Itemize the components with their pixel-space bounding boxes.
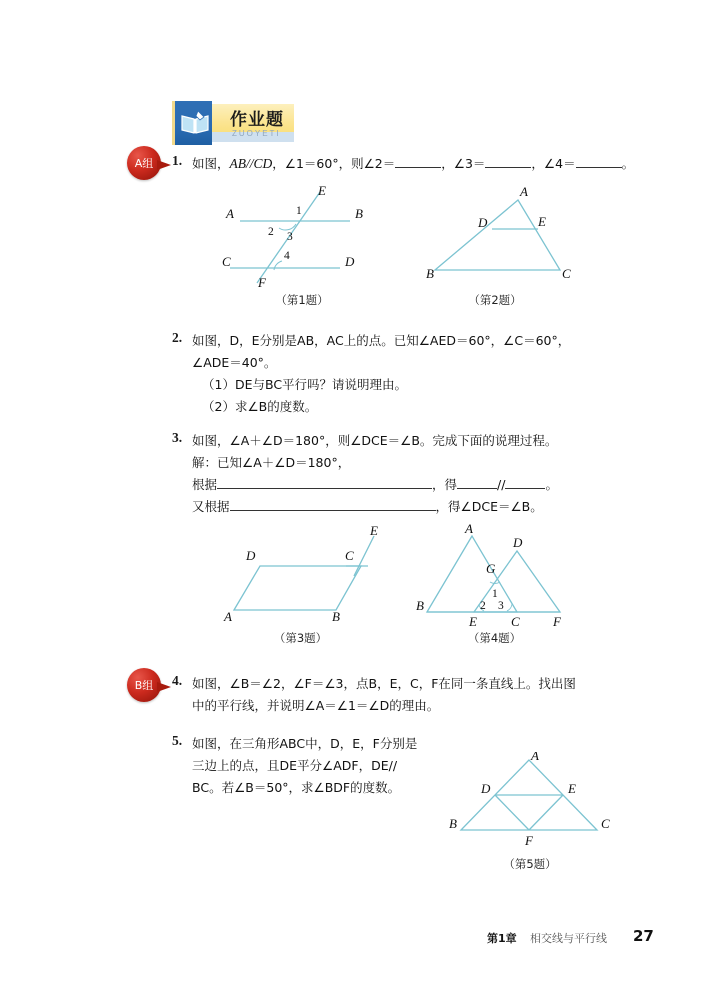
q3-blank-reason-2 (230, 510, 436, 511)
group-b-badge (127, 668, 161, 702)
figure-4-label-B: B (416, 598, 424, 613)
figure-1-parallel-lines-transversal (222, 186, 382, 306)
q2-line-2: ∠ADE＝40°。 (192, 355, 277, 370)
open-book-icon (172, 101, 212, 145)
figure-1-angle-2: 2 (268, 226, 274, 238)
q1-blank-angle4 (576, 167, 622, 168)
figure-1-label-B: B (355, 206, 363, 221)
figure-2-caption: （第2题） (468, 293, 522, 307)
group-a-pointer (157, 160, 171, 170)
q1-part-e: ，∠4＝ (531, 156, 576, 171)
q3-blank-line-1 (457, 488, 497, 489)
question-4-text (192, 673, 662, 717)
figure-4-two-triangles (412, 522, 577, 647)
figure-4-label-C: C (511, 614, 520, 629)
q3-line4-prefix: 又根据 (192, 499, 230, 514)
q3-line-2: 解：已知∠A＋∠D＝180°， (192, 455, 351, 470)
q5-line-1: 如图，在三角形ABC中，D，E，F分别是 (192, 736, 418, 751)
figure-5-label-F: F (525, 833, 533, 848)
q3-blank-line-2 (505, 488, 545, 489)
question-2-text (192, 330, 662, 418)
figure-2-label-A: A (520, 186, 528, 199)
q1-part-d: ，∠3＝ (441, 156, 486, 171)
q3-line4-end: ，得∠DCE＝∠B。 (435, 499, 543, 514)
figure-1-label-C: C (222, 254, 231, 269)
figure-5-midsegment-triangle (445, 752, 615, 872)
figure-3-label-D: D (246, 548, 256, 563)
figure-4-caption: （第4题） (467, 631, 522, 645)
figure-4-label-E: E (469, 614, 477, 629)
question-1-text (192, 153, 662, 175)
q1-blank-angle3 (485, 167, 531, 168)
question-2-number: 2. (172, 330, 183, 345)
figure-1-angle-3: 3 (287, 231, 293, 243)
q5-line-3: BC。若∠B＝50°，求∠BDF的度数。 (192, 780, 401, 795)
q1-part-a: 如图， (192, 156, 230, 171)
group-a-label: A组 (134, 157, 154, 170)
figure-3-label-A: A (224, 609, 232, 624)
q2-line-1: 如图，D，E分别是AB，AC上的点。已知∠AED＝60°，∠C＝60°， (192, 333, 571, 348)
q3-blank-reason-1 (217, 488, 432, 489)
figure-3-caption: （第3题） (273, 631, 328, 645)
q3-line-4 (192, 496, 662, 518)
figure-1-label-E: E (318, 186, 326, 198)
question-4-number: 4. (172, 673, 183, 688)
figure-2-label-D: D (478, 215, 488, 230)
figure-3-label-B: B (332, 609, 340, 624)
footer-page-number: 27 (633, 927, 654, 945)
footer-chapter-name: 相交线与平行线 (530, 932, 607, 945)
figure-3-label-E: E (370, 523, 378, 538)
q1-blank-angle2 (395, 167, 441, 168)
q3-line3-middle: ，得 (432, 477, 458, 492)
figure-4-angle-3: 3 (498, 600, 504, 612)
figure-4-label-F: F (553, 614, 561, 629)
badge-title: 作业题 (230, 110, 284, 130)
q2-line-3: （1）DE与BC平行吗？请说明理由。 (202, 377, 408, 392)
question-3-number: 3. (172, 430, 183, 445)
figure-1-label-F: F (258, 275, 266, 290)
figure-5-label-D: D (481, 781, 491, 796)
figure-4-angle-1: 1 (492, 588, 498, 600)
figure-2-label-E: E (538, 214, 546, 229)
q4-line-1: 如图，∠B＝∠2，∠F＝∠3，点B，E，C，F在同一条直线上。找出图 (192, 676, 576, 691)
figure-2-label-C: C (562, 266, 571, 281)
q3-line3-prefix: 根据 (192, 477, 218, 492)
footer-chapter-number: 第1章 (487, 932, 517, 945)
question-3-text (192, 430, 662, 518)
figure-5-label-A: A (531, 752, 539, 763)
figure-1-label-D: D (345, 254, 355, 269)
q3-line3-end: 。 (545, 477, 558, 492)
group-b-label: B组 (134, 679, 154, 692)
q1-part-c: ，∠1＝60°，则∠2＝ (272, 156, 396, 171)
figure-4-angle-2: 2 (480, 600, 486, 612)
q5-line-2: 三边上的点，且DE平分∠ADF，DE// (192, 758, 398, 773)
figure-2-label-B: B (426, 266, 434, 281)
q1-part-f: 。 (621, 156, 635, 171)
figure-5-label-E: E (568, 781, 576, 796)
q3-line-3 (192, 474, 662, 496)
q3-parallel-symbol: // (497, 477, 506, 492)
group-b-pointer (157, 682, 171, 692)
figure-1-caption: （第1题） (275, 293, 329, 307)
figure-5-label-C: C (601, 816, 610, 831)
figure-4-label-G: G (486, 561, 496, 576)
figure-1-label-A: A (226, 206, 234, 221)
group-a-badge (127, 146, 161, 180)
figure-3-parallelogram-abcd-e (218, 522, 383, 647)
q1-part-b: AB//CD (229, 156, 273, 171)
question-5-number: 5. (172, 733, 183, 748)
figure-1-angle-4: 4 (284, 250, 290, 262)
figure-5-label-B: B (449, 816, 457, 831)
badge-subtitle: ZUOYETI (232, 129, 281, 138)
figure-1-angle-1: 1 (296, 205, 302, 217)
figure-4-label-A: A (465, 522, 473, 536)
q3-line-1: 如图，∠A＋∠D＝180°，则∠DCE＝∠B。完成下面的说理过程。 (192, 433, 558, 448)
question-5-text (192, 733, 452, 799)
q2-line-4: （2）求∠B的度数。 (202, 399, 318, 414)
question-1-number: 1. (172, 153, 183, 168)
figure-3-label-C: C (345, 548, 354, 563)
figure-2-triangle-abc-de (410, 186, 580, 306)
homework-section-badge (170, 101, 295, 146)
q4-line-2: 中的平行线，并说明∠A＝∠1＝∠D的理由。 (192, 698, 440, 713)
figure-4-label-D: D (513, 535, 523, 550)
figure-5-caption: （第5题） (503, 857, 557, 871)
